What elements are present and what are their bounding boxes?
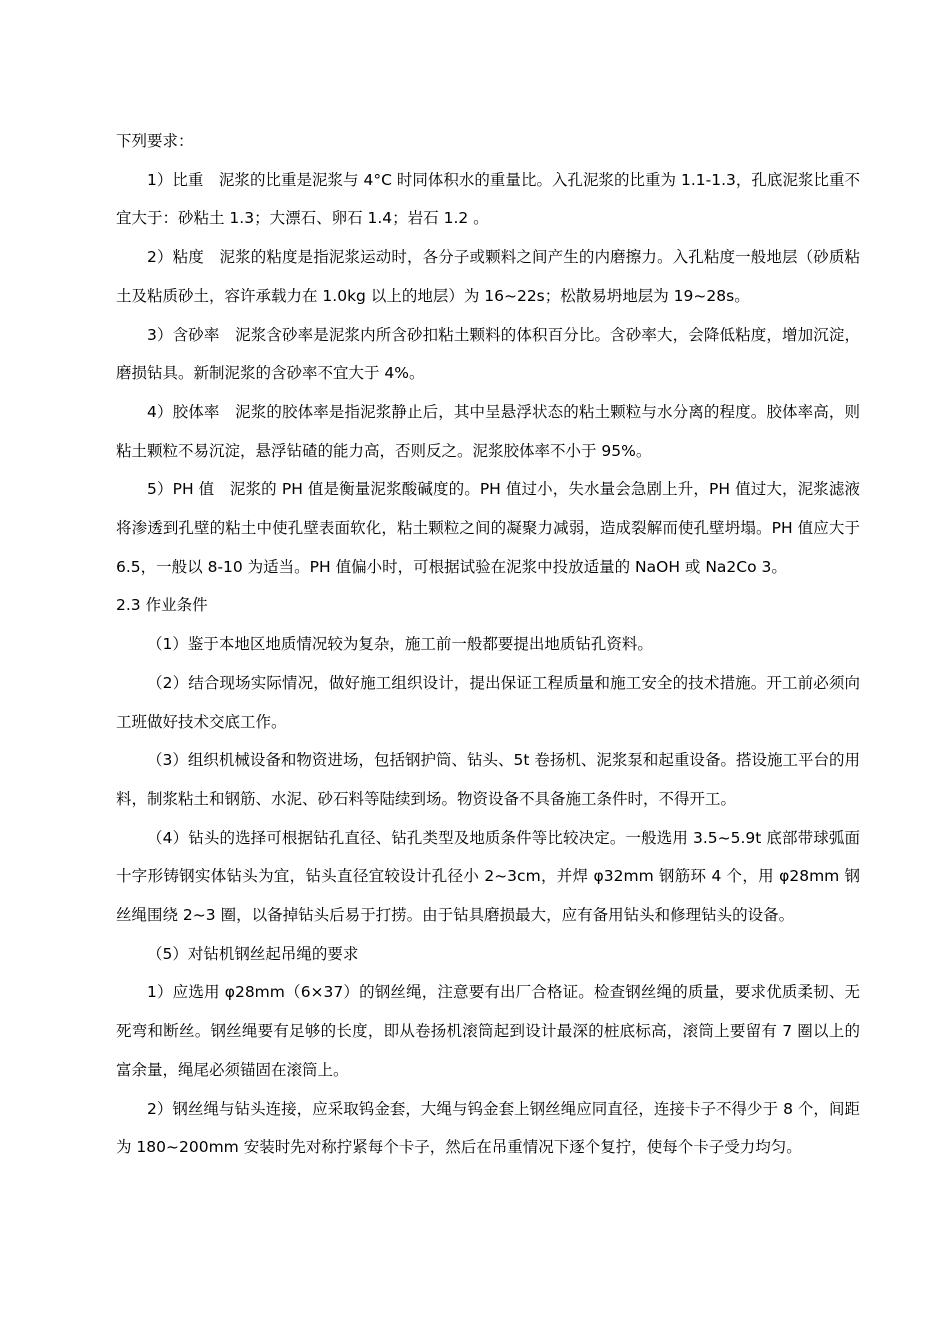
paragraph-rope-requirement-2: 2）钢丝绳与钻头连接，应采取钨金套，大绳与钨金套上钢丝绳应同直径，连接卡子不得少于 8 个，间距为 180~200mm 安装时先对称拧紧每个卡子，然后在吊重情况下逐个复拧，使每个卡子受力均匀。 — [116, 1099, 860, 1157]
paragraph-sand-content: 3）含砂率 泥浆含砂率是泥浆内所含砂扣粘土颗料的体积百分比。含砂率大，会降低粘度，增加沉淀，磨损钻具。新制泥浆的含砂率不宜大于 4%。 — [116, 325, 860, 383]
paragraph-intro: 下列要求： — [116, 132, 194, 150]
paragraph-condition-2: （2）结合现场实际情况，做好施工组织设计，提出保证工程质量和施工安全的技术措施。开工前必须向工班做好技术交底工作。 — [116, 673, 860, 731]
paragraph-colloid-rate: 4）胶体率 泥浆的胶体率是指泥浆静止后，其中呈悬浮状态的粘土颗粒与水分离的程度。胶体率高，则粘土颗粒不易沉淀，悬浮钻碴的能力高，否则反之。泥浆胶体率不小于 95%。 — [116, 402, 860, 460]
paragraph-condition-4: （4）钻头的选择可根据钻孔直径、钻孔类型及地质条件等比较决定。一般选用 3.5~5.9t 底部带球弧面十字形铸钢实体钻头为宜，钻头直径宜较设计孔径小 2~3cm，并焊 φ32mm 钢筋环 4 个，用 φ28mm 钢丝绳围绕 2~3 圈，以备掉钻头后易于打捞。由于钻具磨损最大，应有备用钻头和修理钻头的设备。 — [116, 828, 860, 925]
paragraph-condition-5: （5）对钻机钢丝起吊绳的要求 — [147, 944, 359, 963]
paragraph-condition-1: （1）鉴于本地区地质情况较为复杂，施工前一般都要提出地质钻孔资料。 — [147, 635, 653, 654]
paragraph-viscosity: 2）粘度 泥浆的粘度是指泥浆运动时，各分子或颗料之间产生的内磨擦力。入孔粘度一般地层（砂质粘土及粘质砂土，容许承载力在 1.0kg 以上的地层）为 16~22s；松散易坍地层为 19~28s。 — [116, 248, 860, 305]
section-heading-2-3: 2.3 作业条件 — [116, 596, 208, 615]
document-body — [116, 122, 860, 1167]
paragraph-ph-value: 5）PH 值 泥浆的 PH 值是衡量泥浆酸碱度的。PH 值过小，失水量会急剧上升，PH 值过大，泥浆滤液将渗透到孔壁的粘土中使孔壁表面软化，粘土颗粒之间的凝聚力减弱，造成裂解而使孔壁坍塌。PH 值应大于 6.5，一般以 8-10 为适当。PH 值偏小时，可根据试验在泥浆中投放适量的 NaOH 或 Na2Co 3。 — [116, 480, 860, 576]
paragraph-specific-gravity: 1）比重 泥浆的比重是泥浆与 4°C 时同体积水的重量比。入孔泥浆的比重为 1.1-1.3，孔底泥浆比重不宜大于：砂粘土 1.3；大漂石、卵石 1.4；岩石 1.2 。 — [116, 170, 860, 228]
paragraph-condition-3: （3）组织机械设备和物资进场，包括钢护筒、钻头、5t 卷扬机、泥浆泵和起重设备。搭设施工平台的用料，制浆粘土和钢筋、水泥、砂石料等陆续到场。物资设备不具备施工条件时，不得开工。 — [116, 751, 860, 808]
paragraph-rope-requirement-1: 1）应选用 φ28mm（6×37）的钢丝绳，注意要有出厂合格证。检查钢丝绳的质量，要求优质柔韧、无死弯和断丝。钢丝绳要有足够的长度，即从卷扬机滚筒起到设计最深的桩底标高，滚筒上要留有 7 圈以上的富余量，绳尾必须锚固在滚筒上。 — [116, 983, 860, 1079]
